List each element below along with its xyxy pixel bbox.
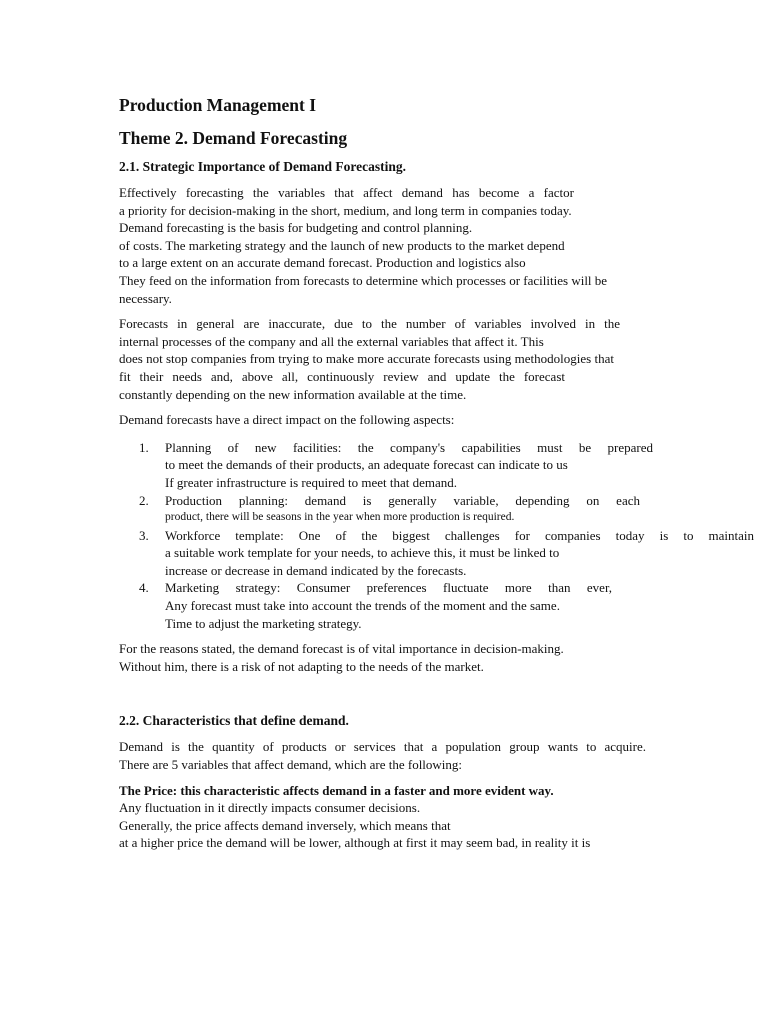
section-heading-2-2: 2.2. Characteristics that define demand. (119, 713, 349, 729)
text-line: necessary. (119, 290, 172, 306)
section-heading-2-1: 2.1. Strategic Importance of Demand Forecasting. (119, 159, 406, 174)
text-line: For the reasons stated, the demand forecast is of vital importance in decision-making. (119, 641, 564, 657)
list-item (139, 579, 659, 632)
text-line: does not stop companies from trying to make more accurate forecasts using methodologies that (119, 351, 614, 367)
text-line: a priority for decision-making in the short, medium, and long term in companies today. (119, 202, 572, 218)
text-line: internal processes of the company and all the external variables that affect it. This (119, 333, 544, 349)
text-line: Demand is the quantity of products or services that a population group wants to acquire. (119, 739, 646, 755)
paragraph-conclusion (119, 640, 659, 675)
list-item (139, 527, 754, 580)
text-line: at a higher price the demand will be lower, although at first it may seem bad, in reality it is (119, 835, 591, 851)
text-line: They feed on the information from forecasts to determine which processes or facilities will be (119, 272, 608, 288)
text-line: a suitable work template for your needs, to achieve this, it must be linked to (165, 545, 560, 561)
text-line: Workforce template: One of the biggest challenges for companies today is to maintain (165, 527, 754, 543)
list-item (139, 492, 659, 527)
price-heading: The Price: this characteristic affects demand in a faster and more evident way. (119, 782, 554, 798)
impact-list (139, 439, 754, 633)
text-line: Forecasts in general are inaccurate, due to the number of variables involved in the (119, 316, 620, 332)
paragraph-direct-impact: Demand forecasts have a direct impact on the following aspects: (119, 412, 455, 428)
paragraph-strategic-importance (119, 184, 659, 307)
text-line: Any forecast must take into account the trends of the moment and the same. (165, 598, 560, 614)
list-number: 2. (139, 492, 149, 508)
text-line: Production planning: demand is generally variable, depending on each (165, 492, 640, 508)
document-title: Production Management I (119, 95, 317, 115)
text-line: If greater infrastructure is required to meet that demand. (165, 474, 458, 490)
text-line: of costs. The marketing strategy and the launch of new products to the market depend (119, 237, 565, 253)
text-line: to a large extent on an accurate demand forecast. Production and logistics also (119, 255, 526, 271)
list-item (139, 439, 659, 492)
text-line: Demand forecasting is the basis for budgeting and control planning. (119, 220, 473, 236)
paragraph-forecasts-inaccurate (119, 315, 659, 403)
list-number: 1. (139, 439, 149, 455)
text-line: Planning of new facilities: the company's capabilities must be prepared (165, 439, 653, 455)
list-number: 4. (139, 580, 149, 596)
section-spacer (119, 675, 659, 703)
paragraph-demand-definition (119, 738, 659, 773)
document-content (119, 94, 754, 852)
theme-title: Theme 2. Demand Forecasting (119, 128, 348, 148)
text-line: product, there will be seasons in the year when more production is required. (165, 511, 515, 524)
list-number: 3. (139, 527, 149, 543)
text-line: Generally, the price affects demand inversely, which means that (119, 817, 451, 833)
text-line: increase or decrease in demand indicated by the forecasts. (165, 562, 467, 578)
text-line: Without him, there is a risk of not adapting to the needs of the market. (119, 658, 484, 674)
text-line: fit their needs and, above all, continuously review and update the forecast (119, 368, 565, 384)
text-line: constantly depending on the new information available at the time. (119, 386, 467, 402)
text-line: Marketing strategy: Consumer preferences fluctuate more than ever, (165, 580, 612, 596)
text-line: Time to adjust the marketing strategy. (165, 615, 362, 631)
text-line: There are 5 variables that affect demand, which are the following: (119, 757, 463, 773)
text-line: to meet the demands of their products, an adequate forecast can indicate to us (165, 457, 568, 473)
paragraph-price (119, 782, 659, 852)
text-line: Any fluctuation in it directly impacts consumer decisions. (119, 800, 421, 816)
text-line: Effectively forecasting the variables that affect demand has become a factor (119, 185, 574, 200)
